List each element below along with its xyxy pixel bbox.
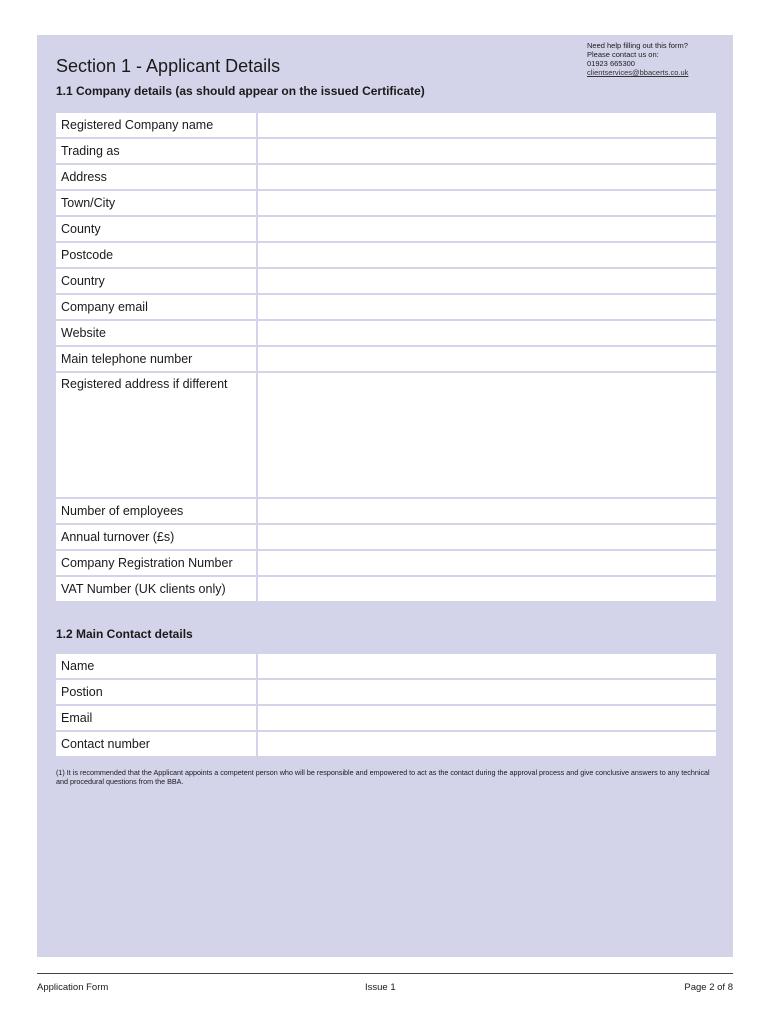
field-label: Number of employees [56, 499, 258, 523]
field-label: Annual turnover (£s) [56, 525, 258, 549]
field-label: Company Registration Number [56, 551, 258, 575]
postcode-field[interactable] [258, 243, 716, 267]
footnote: (1) It is recommended that the Applicant appoints a competent person who will be responsible and empowered to act as the contact during the approval process and give conclusive answers to any technical and procedural questions from the BBA. [56, 768, 710, 786]
table-row [56, 165, 716, 189]
registered-address-field[interactable] [258, 373, 716, 497]
help-line-1: Need help filling out this form? [587, 41, 688, 50]
company-email-field[interactable] [258, 295, 716, 319]
section-title: Section 1 - Applicant Details [56, 56, 281, 76]
help-email-link[interactable]: clientservices@bbacerts.co.uk [587, 68, 689, 77]
field-label: Contact number [56, 732, 258, 756]
contact-name-field[interactable] [258, 654, 716, 678]
field-label: Email [56, 706, 258, 730]
field-label: Website [56, 321, 258, 345]
field-label: Address [56, 165, 258, 189]
field-label: Company email [56, 295, 258, 319]
table-row [56, 217, 716, 241]
company-registration-number-field[interactable] [258, 551, 716, 575]
table-row [56, 732, 716, 756]
field-label: Town/City [56, 191, 258, 215]
table-row [56, 499, 716, 523]
contact-number-field[interactable] [258, 732, 716, 756]
number-of-employees-field[interactable] [258, 499, 716, 523]
county-field[interactable] [258, 217, 716, 241]
help-line-2: Please contact us on: [587, 50, 659, 59]
table-row [56, 347, 716, 371]
town-city-field[interactable] [258, 191, 716, 215]
field-label: Registered Company name [56, 113, 258, 137]
field-label: Main telephone number [56, 347, 258, 371]
table-row [56, 295, 716, 319]
footer-divider [37, 973, 733, 974]
contact-email-field[interactable] [258, 706, 716, 730]
main-contact-table [56, 652, 716, 758]
company-details-table [56, 111, 716, 603]
main-contact-heading: 1.2 Main Contact details [56, 627, 193, 641]
table-row [56, 525, 716, 549]
table-row [56, 654, 716, 678]
address-field[interactable] [258, 165, 716, 189]
main-telephone-field[interactable] [258, 347, 716, 371]
table-row [56, 373, 716, 497]
help-phone: 01923 665300 [587, 59, 635, 68]
field-label: County [56, 217, 258, 241]
table-row [56, 243, 716, 267]
table-row [56, 139, 716, 163]
table-row [56, 113, 716, 137]
field-label: VAT Number (UK clients only) [56, 577, 258, 601]
country-field[interactable] [258, 269, 716, 293]
table-row [56, 551, 716, 575]
vat-number-field[interactable] [258, 577, 716, 601]
table-row [56, 706, 716, 730]
company-details-heading: 1.1 Company details (as should appear on the issued Certificate) [56, 84, 425, 98]
field-label: Postcode [56, 243, 258, 267]
table-row [56, 321, 716, 345]
field-label: Name [56, 654, 258, 678]
annual-turnover-field[interactable] [258, 525, 716, 549]
website-field[interactable] [258, 321, 716, 345]
table-row [56, 680, 716, 704]
table-row [56, 269, 716, 293]
contact-position-field[interactable] [258, 680, 716, 704]
footer-form-name: Application Form [37, 982, 109, 993]
table-row [56, 577, 716, 601]
field-label: Registered address if different [56, 373, 258, 497]
field-label: Postion [56, 680, 258, 704]
field-label: Country [56, 269, 258, 293]
registered-company-name-field[interactable] [258, 113, 716, 137]
footer-page-number: Page 2 of 8 [684, 982, 733, 993]
table-row [56, 191, 716, 215]
help-box [587, 41, 727, 77]
footer-issue: Issue 1 [365, 982, 396, 993]
trading-as-field[interactable] [258, 139, 716, 163]
field-label: Trading as [56, 139, 258, 163]
